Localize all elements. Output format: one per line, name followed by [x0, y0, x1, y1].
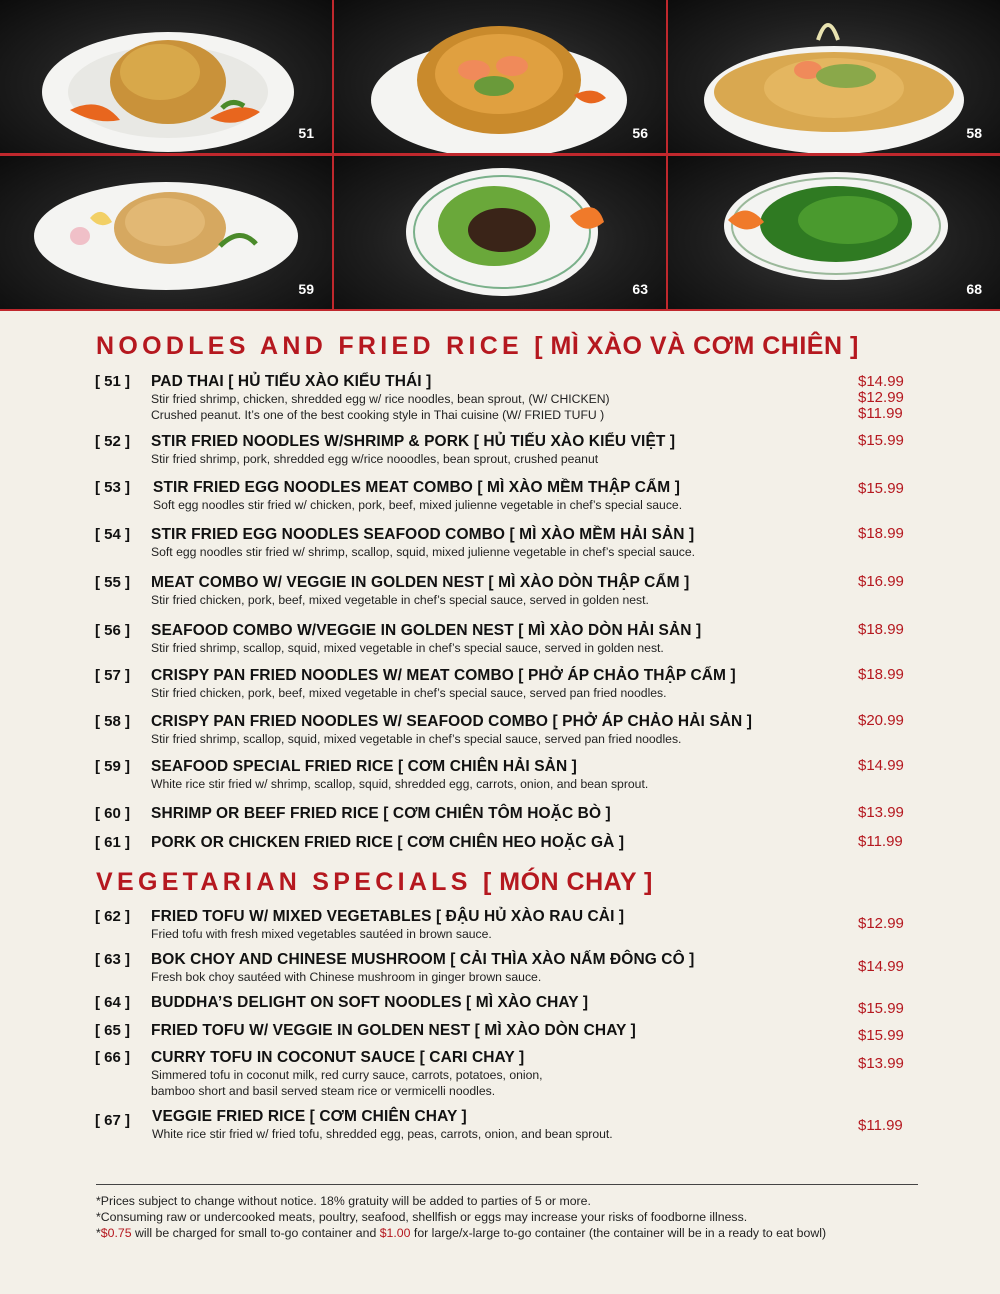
- item-name: CURRY TOFU IN COCONUT SAUCE [ CARI CHAY ]: [151, 1049, 525, 1066]
- section-title-en: VEGETARIAN SPECIALS: [96, 868, 472, 896]
- note-text: will be charged for small to-go container and: [131, 1226, 380, 1240]
- photo-number: 56: [632, 125, 648, 141]
- item-price: $12.99: [858, 389, 904, 406]
- item-name: VEGGIE FRIED RICE [ CƠM CHIÊN CHAY ]: [152, 1108, 467, 1125]
- item-prices: [858, 374, 904, 422]
- item-code: [ 59 ]: [95, 758, 131, 775]
- section-title-noodles: [96, 332, 859, 361]
- item-name: MEAT COMBO W/ VEGGIE IN GOLDEN NEST [ MÌ XÀO DÒN THẬP CẨM ]: [151, 574, 690, 591]
- item-name: CRISPY PAN FRIED NOODLES W/ SEAFOOD COMBO [ PHỞ ÁP CHẢO HẢI SẢN ]: [151, 713, 753, 730]
- item-description: Stir fried shrimp, scallop, squid, mixed vegetable in chef’s special sauce, served pan fried noodles.: [151, 732, 682, 746]
- item-code: [ 66 ]: [95, 1049, 131, 1066]
- item-price: $18.99: [858, 666, 904, 683]
- item-description: White rice stir fried w/ shrimp, scallop, squid, shredded egg, carrots, onion, and bean sprout.: [151, 777, 649, 791]
- item-description-line: Crushed peanut. It’s one of the best cooking style in Thai cuisine (W/ FRIED TUFU ): [151, 408, 605, 422]
- dish-photo-58: [668, 0, 1000, 153]
- item-price: $18.99: [858, 621, 904, 638]
- item-code: [ 58 ]: [95, 713, 131, 730]
- note-to-go-container: [96, 1225, 826, 1241]
- photo-number: 59: [298, 281, 314, 297]
- item-price: $14.99: [858, 757, 904, 774]
- item-code: [ 52 ]: [95, 433, 131, 450]
- item-name: STIR FRIED EGG NOODLES SEAFOOD COMBO [ MÌ XÀO MỀM HẢI SẢN ]: [151, 526, 695, 543]
- item-description-line: Stir fried shrimp, chicken, shredded egg w/ rice noodles, bean sprout, (W/ CHICKEN): [151, 392, 610, 406]
- dish-photo-63: [334, 156, 666, 309]
- item-description-line: Simmered tofu in coconut milk, red curry sauce, carrots, potatoes, onion,: [151, 1068, 543, 1082]
- item-name: STIR FRIED NOODLES W/SHRIMP & PORK [ HỦ TIẾU XÀO KIỂU VIỆT ]: [151, 433, 676, 450]
- note-food-safety: *Consuming raw or undercooked meats, poultry, seafood, shellfish or eggs may increase your risks of foodborne illness.: [96, 1210, 748, 1224]
- item-price: $15.99: [858, 1000, 904, 1017]
- section-title-vegetarian: [96, 868, 653, 897]
- section-title-vn: [ MÌ XÀO VÀ CƠM CHIÊN ]: [534, 332, 859, 360]
- item-price: $14.99: [858, 373, 904, 390]
- item-price: $11.99: [858, 833, 903, 850]
- item-name: BOK CHOY AND CHINESE MUSHROOM [ CẢI THÌA XÀO NẤM ĐÔNG CÔ ]: [151, 951, 695, 968]
- note-prices: *Prices subject to change without notice. 18% gratuity will be added to parties of 5 or more.: [96, 1194, 591, 1208]
- dish-photo-51: [0, 0, 332, 153]
- item-price: $11.99: [858, 405, 903, 422]
- item-description-line: bamboo short and basil served steam rice or vermicelli noodles.: [151, 1084, 496, 1098]
- photo-number: 63: [632, 281, 648, 297]
- item-price: $13.99: [858, 1055, 904, 1072]
- item-code: [ 67 ]: [95, 1112, 131, 1129]
- section-title-vn: [ MÓN CHAY ]: [482, 868, 653, 896]
- photo-number: 51: [298, 125, 314, 141]
- item-name: PAD THAI [ HỦ TIẾU XÀO KIỂU THÁI ]: [151, 373, 432, 390]
- item-name: FRIED TOFU W/ MIXED VEGETABLES [ ĐẬU HỦ XÀO RAU CẢI ]: [151, 908, 625, 925]
- item-description: Soft egg noodles stir fried w/ chicken, pork, beef, mixed julienne vegetable in chef’s special sauce.: [153, 498, 683, 512]
- item-name: BUDDHA’S DELIGHT ON SOFT NOODLES [ MÌ XÀO CHAY ]: [151, 994, 589, 1011]
- item-price: $16.99: [858, 573, 904, 590]
- item-price: $15.99: [858, 1027, 904, 1044]
- item-code: [ 51 ]: [95, 373, 131, 390]
- large-container-price: $1.00: [379, 1226, 411, 1240]
- item-name: PORK OR CHICKEN FRIED RICE [ CƠM CHIÊN HEO HOẶC GÀ ]: [151, 834, 625, 851]
- footer-notes: [96, 1193, 826, 1241]
- item-price: $20.99: [858, 712, 904, 729]
- small-container-price: $0.75: [100, 1226, 132, 1240]
- item-code: [ 56 ]: [95, 622, 131, 639]
- item-code: [ 64 ]: [95, 994, 131, 1011]
- section-title-en: NOODLES AND FRIED RICE: [96, 332, 524, 360]
- dish-photo-56: [334, 0, 666, 153]
- item-description: Stir fried shrimp, pork, shredded egg w/rice nooodles, bean sprout, crushed peanut: [151, 452, 599, 466]
- item-description: White rice stir fried w/ fried tofu, shredded egg, peas, carrots, onion, and bean sprout.: [152, 1127, 613, 1141]
- item-code: [ 55 ]: [95, 574, 131, 591]
- divider: [96, 1184, 918, 1185]
- item-name: STIR FRIED EGG NOODLES MEAT COMBO [ MÌ XÀO MỀM THẬP CẨM ]: [153, 479, 680, 496]
- item-name: SEAFOOD COMBO W/VEGGIE IN GOLDEN NEST [ MÌ XÀO DÒN HẢI SẢN ]: [151, 622, 702, 639]
- item-price: $13.99: [858, 804, 904, 821]
- photo-number: 68: [966, 281, 982, 297]
- note-asterisk: *: [96, 1226, 101, 1240]
- item-price: $14.99: [858, 958, 904, 975]
- note-text: for large/x-large to-go container (the container will be in a ready to eat bowl): [410, 1226, 827, 1240]
- item-code: [ 54 ]: [95, 526, 131, 543]
- item-description: Stir fried chicken, pork, beef, mixed vegetable in chef’s special sauce, served in golden nest.: [151, 593, 649, 607]
- item-code: [ 57 ]: [95, 667, 131, 684]
- item-price: $11.99: [858, 1117, 903, 1134]
- item-price: $18.99: [858, 525, 904, 542]
- item-price: $15.99: [858, 432, 904, 449]
- item-description: Fried tofu with fresh mixed vegetables sautéed in brown sauce.: [151, 927, 492, 941]
- dish-photo-68: [668, 156, 1000, 309]
- item-description: [151, 391, 610, 423]
- item-price: $15.99: [858, 480, 904, 497]
- dish-photo-59: [0, 156, 332, 309]
- item-code: [ 62 ]: [95, 908, 131, 925]
- item-name: SHRIMP OR BEEF FRIED RICE [ CƠM CHIÊN TÔM HOẶC BÒ ]: [151, 805, 611, 822]
- item-name: FRIED TOFU W/ VEGGIE IN GOLDEN NEST [ MÌ XÀO DÒN CHAY ]: [151, 1022, 636, 1039]
- item-name: SEAFOOD SPECIAL FRIED RICE [ CƠM CHIÊN HẢI SẢN ]: [151, 758, 577, 775]
- item-description: Stir fried shrimp, scallop, squid, mixed vegetable in chef’s special sauce, served in golden nest.: [151, 641, 664, 655]
- item-name: CRISPY PAN FRIED NOODLES W/ MEAT COMBO [ PHỞ ÁP CHẢO THẬP CẨM ]: [151, 667, 736, 684]
- item-code: [ 65 ]: [95, 1022, 131, 1039]
- item-code: [ 60 ]: [95, 805, 131, 822]
- item-code: [ 53 ]: [95, 479, 131, 496]
- item-description: Fresh bok choy sautéed with Chinese mushroom in ginger brown sauce.: [151, 970, 542, 984]
- item-description: Stir fried chicken, pork, beef, mixed vegetable in chef’s special sauce, served pan fried noodles.: [151, 686, 667, 700]
- item-code: [ 61 ]: [95, 834, 131, 851]
- item-description: [151, 1067, 543, 1099]
- photo-grid: [0, 0, 1000, 311]
- item-code: [ 63 ]: [95, 951, 131, 968]
- item-description: Soft egg noodles stir fried w/ shrimp, scallop, squid, mixed julienne vegetable in chef’s special sauce.: [151, 545, 695, 559]
- item-price: $12.99: [858, 915, 904, 932]
- photo-number: 58: [966, 125, 982, 141]
